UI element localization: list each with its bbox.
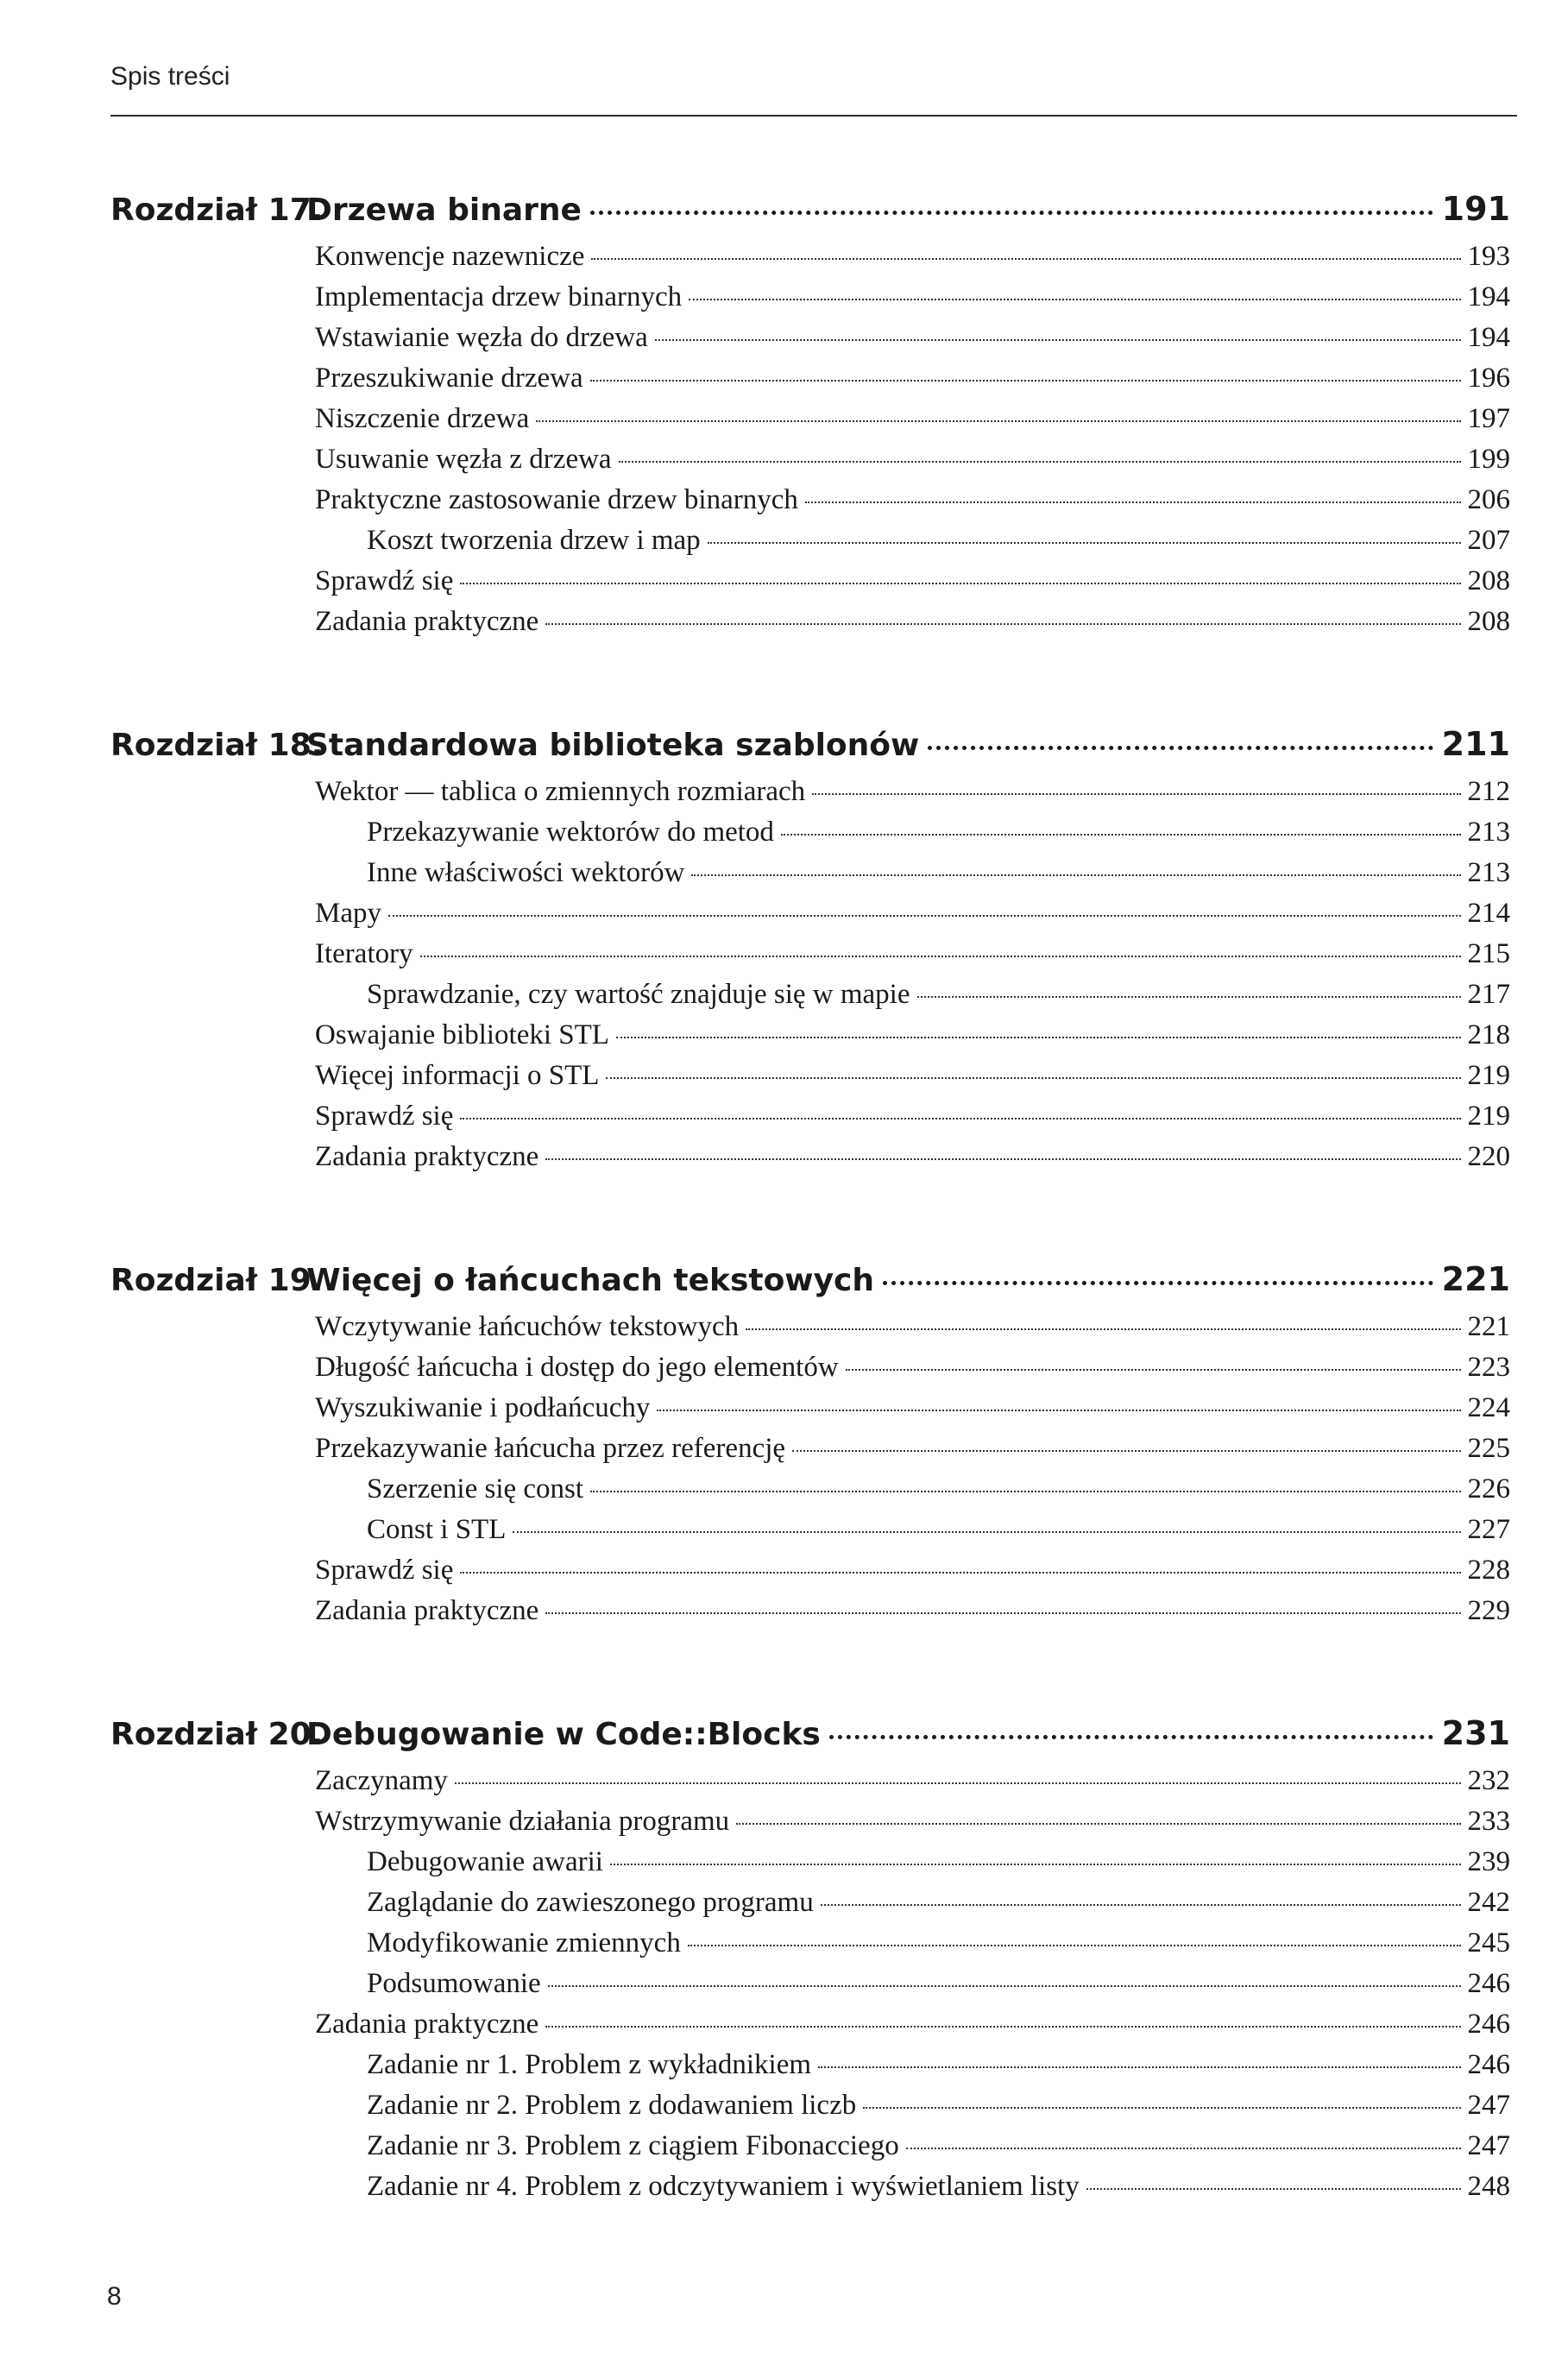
dot-leader: [781, 834, 1461, 836]
dot-leader: [1086, 2188, 1461, 2190]
entry-page-number: 221: [1467, 1311, 1510, 1342]
chapter-section: [110, 183, 1510, 642]
entry-page-number: 246: [1467, 2009, 1510, 2040]
entry-title: Iteratory: [315, 938, 413, 969]
toc-entry[interactable]: [110, 602, 1510, 642]
entry-title: Więcej informacji o STL: [315, 1060, 600, 1091]
dot-leader: [708, 542, 1461, 544]
chapter-page-number: 191: [1441, 190, 1510, 228]
toc-entry[interactable]: [110, 1883, 1510, 1923]
header-rule: [110, 115, 1517, 117]
dot-leader: [821, 1904, 1461, 1906]
toc-entry[interactable]: [110, 2167, 1510, 2207]
dot-leader: [818, 2066, 1460, 2068]
dot-leader: [792, 1450, 1460, 1452]
toc-entry[interactable]: [110, 772, 1510, 812]
entry-page-number: 193: [1467, 241, 1510, 272]
dot-leader: [688, 1945, 1461, 1946]
entry-title: Implementacja drzew binarnych: [315, 281, 683, 312]
dot-leader: [655, 339, 1461, 341]
entry-title: Sprawdzanie, czy wartość znajduje się w mapie: [367, 979, 910, 1010]
toc-entry[interactable]: [110, 480, 1510, 520]
chapter-section: [110, 1253, 1510, 1631]
toc-entry[interactable]: [110, 1137, 1510, 1177]
chapter-title: Debugowanie w Code::Blocks: [306, 1717, 821, 1752]
table-of-contents: [110, 183, 1510, 2207]
chapter-label: Rozdział 19.: [110, 1263, 324, 1298]
entry-page-number: 232: [1467, 1765, 1510, 1796]
entry-title: Koszt tworzenia drzew i map: [367, 525, 701, 556]
entry-title: Wstrzymywanie działania programu: [315, 1806, 730, 1837]
dot-leader: [616, 1037, 1461, 1038]
toc-entry[interactable]: [110, 1801, 1510, 1842]
toc-entry[interactable]: [110, 2004, 1510, 2045]
toc-entry[interactable]: [110, 237, 1510, 277]
dot-leader: [455, 1782, 1461, 1784]
entry-page-number: 220: [1467, 1141, 1510, 1172]
entry-title: Sprawdź się: [315, 1555, 454, 1586]
entry-page-number: 212: [1467, 776, 1510, 807]
entry-page-number: 206: [1467, 484, 1510, 515]
toc-entry[interactable]: [110, 318, 1510, 358]
entry-title: Podsumowanie: [367, 1968, 541, 1999]
chapter-page-number: 221: [1441, 1260, 1510, 1298]
chapter-page-number: 231: [1441, 1714, 1510, 1752]
entry-page-number: 229: [1467, 1595, 1510, 1626]
toc-entry[interactable]: [110, 1550, 1510, 1591]
dot-leader: [460, 1118, 1460, 1120]
entry-page-number: 199: [1467, 444, 1510, 475]
dot-leader: [812, 793, 1460, 795]
toc-entry[interactable]: [110, 439, 1510, 480]
toc-entry[interactable]: [110, 1842, 1510, 1883]
entry-page-number: 219: [1467, 1101, 1510, 1132]
dot-leader: [883, 1281, 1433, 1285]
entry-page-number: 247: [1467, 2130, 1510, 2161]
toc-entry[interactable]: [110, 1591, 1510, 1631]
entry-page-number: 208: [1467, 565, 1510, 596]
dot-leader: [548, 1985, 1461, 1987]
entry-title: Długość łańcucha i dostęp do jego elementów: [315, 1352, 839, 1383]
dot-leader: [590, 380, 1461, 382]
entry-title: Sprawdź się: [315, 565, 454, 596]
toc-entry[interactable]: [110, 2126, 1510, 2167]
entry-page-number: 228: [1467, 1555, 1510, 1586]
dot-leader: [460, 1572, 1460, 1574]
toc-entry[interactable]: [110, 2045, 1510, 2085]
dot-leader: [917, 996, 1461, 998]
dot-leader: [545, 1612, 1460, 1614]
chapter-heading[interactable]: [110, 1253, 1510, 1305]
entry-title: Zadania praktyczne: [315, 1595, 539, 1626]
chapter-label: Rozdział 17.: [110, 192, 324, 228]
toc-entry[interactable]: [110, 399, 1510, 439]
dot-leader: [606, 1077, 1460, 1079]
toc-entry[interactable]: [110, 934, 1510, 975]
entry-title: Inne właściwości wektorów: [367, 857, 685, 888]
page-number: 8: [107, 2282, 122, 2311]
entry-title: Wyszukiwanie i podłańcuchy: [315, 1392, 651, 1423]
chapter-heading[interactable]: [110, 183, 1510, 235]
entry-title: Zadania praktyczne: [315, 1141, 539, 1172]
chapter-heading[interactable]: [110, 718, 1510, 770]
chapter-heading[interactable]: [110, 1707, 1510, 1759]
entry-page-number: 213: [1467, 817, 1510, 848]
entry-page-number: 226: [1467, 1473, 1510, 1504]
entry-title: Szerzenie się const: [367, 1473, 584, 1504]
entry-title: Zadanie nr 3. Problem z ciągiem Fibonacciego: [367, 2130, 899, 2161]
toc-entry[interactable]: [110, 520, 1510, 561]
dot-leader: [657, 1410, 1460, 1411]
entry-title: Oswajanie biblioteki STL: [315, 1019, 609, 1050]
toc-entry[interactable]: [110, 1923, 1510, 1964]
entry-page-number: 219: [1467, 1060, 1510, 1091]
entry-page-number: 223: [1467, 1352, 1510, 1383]
entry-page-number: 194: [1467, 281, 1510, 312]
toc-entry[interactable]: [110, 853, 1510, 893]
entry-page-number: 233: [1467, 1806, 1510, 1837]
entry-page-number: 247: [1467, 2090, 1510, 2121]
dot-leader: [545, 2026, 1460, 2028]
chapter-label: Rozdział 20.: [110, 1717, 324, 1752]
entry-title: Wektor — tablica o zmiennych rozmiarach: [315, 776, 806, 807]
toc-entry[interactable]: [110, 358, 1510, 399]
entry-page-number: 213: [1467, 857, 1510, 888]
entry-title: Mapy: [315, 898, 381, 929]
chapter-section: [110, 718, 1510, 1177]
toc-entry[interactable]: [110, 1015, 1510, 1056]
dot-leader: [460, 583, 1460, 584]
entry-title: Przekazywanie łańcucha przez referencję: [315, 1433, 786, 1464]
chapter-title: Standardowa biblioteka szablonów: [306, 728, 920, 763]
entry-title: Zadanie nr 1. Problem z wykładnikiem: [367, 2049, 812, 2080]
entry-title: Debugowanie awarii: [367, 1846, 603, 1877]
dot-leader: [689, 299, 1460, 300]
toc-entry[interactable]: [110, 1056, 1510, 1096]
entry-page-number: 208: [1467, 606, 1510, 637]
entry-page-number: 242: [1467, 1887, 1510, 1918]
entry-page-number: 217: [1467, 979, 1510, 1010]
dot-leader: [545, 623, 1460, 625]
toc-entry[interactable]: [110, 1347, 1510, 1388]
entry-page-number: 227: [1467, 1514, 1510, 1545]
toc-entry[interactable]: [110, 1429, 1510, 1469]
entry-title: Przeszukiwanie drzewa: [315, 363, 583, 394]
dot-leader: [545, 1158, 1460, 1160]
dot-leader: [829, 1735, 1433, 1739]
dot-leader: [691, 874, 1460, 876]
running-head: Spis treści: [110, 62, 230, 91]
entry-title: Sprawdź się: [315, 1101, 454, 1132]
entry-page-number: 218: [1467, 1019, 1510, 1050]
toc-entry[interactable]: [110, 1510, 1510, 1550]
entry-title: Usuwanie węzła z drzewa: [315, 444, 612, 475]
entry-page-number: 246: [1467, 2049, 1510, 2080]
entry-title: Zadanie nr 4. Problem z odczytywaniem i wyświetlaniem listy: [367, 2171, 1080, 2202]
entry-page-number: 197: [1467, 403, 1510, 434]
dot-leader: [746, 1328, 1460, 1330]
toc-entry[interactable]: [110, 893, 1510, 934]
dot-leader: [590, 211, 1433, 215]
toc-entry[interactable]: [110, 1469, 1510, 1510]
toc-entry[interactable]: [110, 561, 1510, 602]
dot-leader: [928, 746, 1433, 750]
dot-leader: [420, 956, 1461, 957]
entry-title: Zaglądanie do zawieszonego programu: [367, 1887, 814, 1918]
entry-page-number: 245: [1467, 1927, 1510, 1958]
toc-entry[interactable]: [110, 1388, 1510, 1429]
entry-title: Zadania praktyczne: [315, 606, 539, 637]
dot-leader: [536, 420, 1460, 422]
toc-entry[interactable]: [110, 2085, 1510, 2126]
toc-entry[interactable]: [110, 1761, 1510, 1801]
chapter-title: Drzewa binarne: [306, 192, 582, 228]
entry-page-number: 246: [1467, 1968, 1510, 1999]
chapter-section: [110, 1707, 1510, 2207]
dot-leader: [513, 1531, 1460, 1533]
entry-page-number: 248: [1467, 2171, 1510, 2202]
toc-entry[interactable]: [110, 277, 1510, 318]
chapter-page-number: 211: [1441, 725, 1510, 763]
dot-leader: [590, 1491, 1460, 1492]
entry-title: Zaczynamy: [315, 1765, 448, 1796]
entry-title: Zadania praktyczne: [315, 2009, 539, 2040]
entry-page-number: 196: [1467, 363, 1510, 394]
entry-page-number: 194: [1467, 322, 1510, 353]
toc-entry[interactable]: [110, 1096, 1510, 1137]
entry-title: Wczytywanie łańcuchów tekstowych: [315, 1311, 740, 1342]
entry-title: Wstawianie węzła do drzewa: [315, 322, 648, 353]
entry-page-number: 207: [1467, 525, 1510, 556]
entry-page-number: 215: [1467, 938, 1510, 969]
chapter-title: Więcej o łańcuchach tekstowych: [306, 1263, 875, 1298]
toc-entry[interactable]: [110, 812, 1510, 853]
toc-entry[interactable]: [110, 1307, 1510, 1347]
dot-leader: [610, 1864, 1461, 1865]
dot-leader: [736, 1823, 1460, 1825]
entry-page-number: 224: [1467, 1392, 1510, 1423]
chapter-label: Rozdział 18.: [110, 728, 324, 763]
entry-title: Const i STL: [367, 1514, 507, 1545]
entry-page-number: 214: [1467, 898, 1510, 929]
entry-page-number: 225: [1467, 1433, 1510, 1464]
dot-leader: [863, 2107, 1460, 2109]
toc-entry[interactable]: [110, 1964, 1510, 2004]
entry-title: Zadanie nr 2. Problem z dodawaniem liczb: [367, 2090, 857, 2121]
entry-page-number: 239: [1467, 1846, 1510, 1877]
dot-leader: [619, 461, 1461, 463]
entry-title: Praktyczne zastosowanie drzew binarnych: [315, 484, 798, 515]
toc-entry[interactable]: [110, 975, 1510, 1015]
dot-leader: [805, 501, 1461, 503]
entry-title: Niszczenie drzewa: [315, 403, 530, 434]
dot-leader: [388, 915, 1461, 917]
dot-leader: [591, 258, 1460, 260]
dot-leader: [906, 2148, 1461, 2149]
entry-title: Przekazywanie wektorów do metod: [367, 817, 774, 848]
entry-title: Konwencje nazewnicze: [315, 241, 585, 272]
entry-title: Modyfikowanie zmiennych: [367, 1927, 681, 1958]
dot-leader: [846, 1369, 1461, 1371]
